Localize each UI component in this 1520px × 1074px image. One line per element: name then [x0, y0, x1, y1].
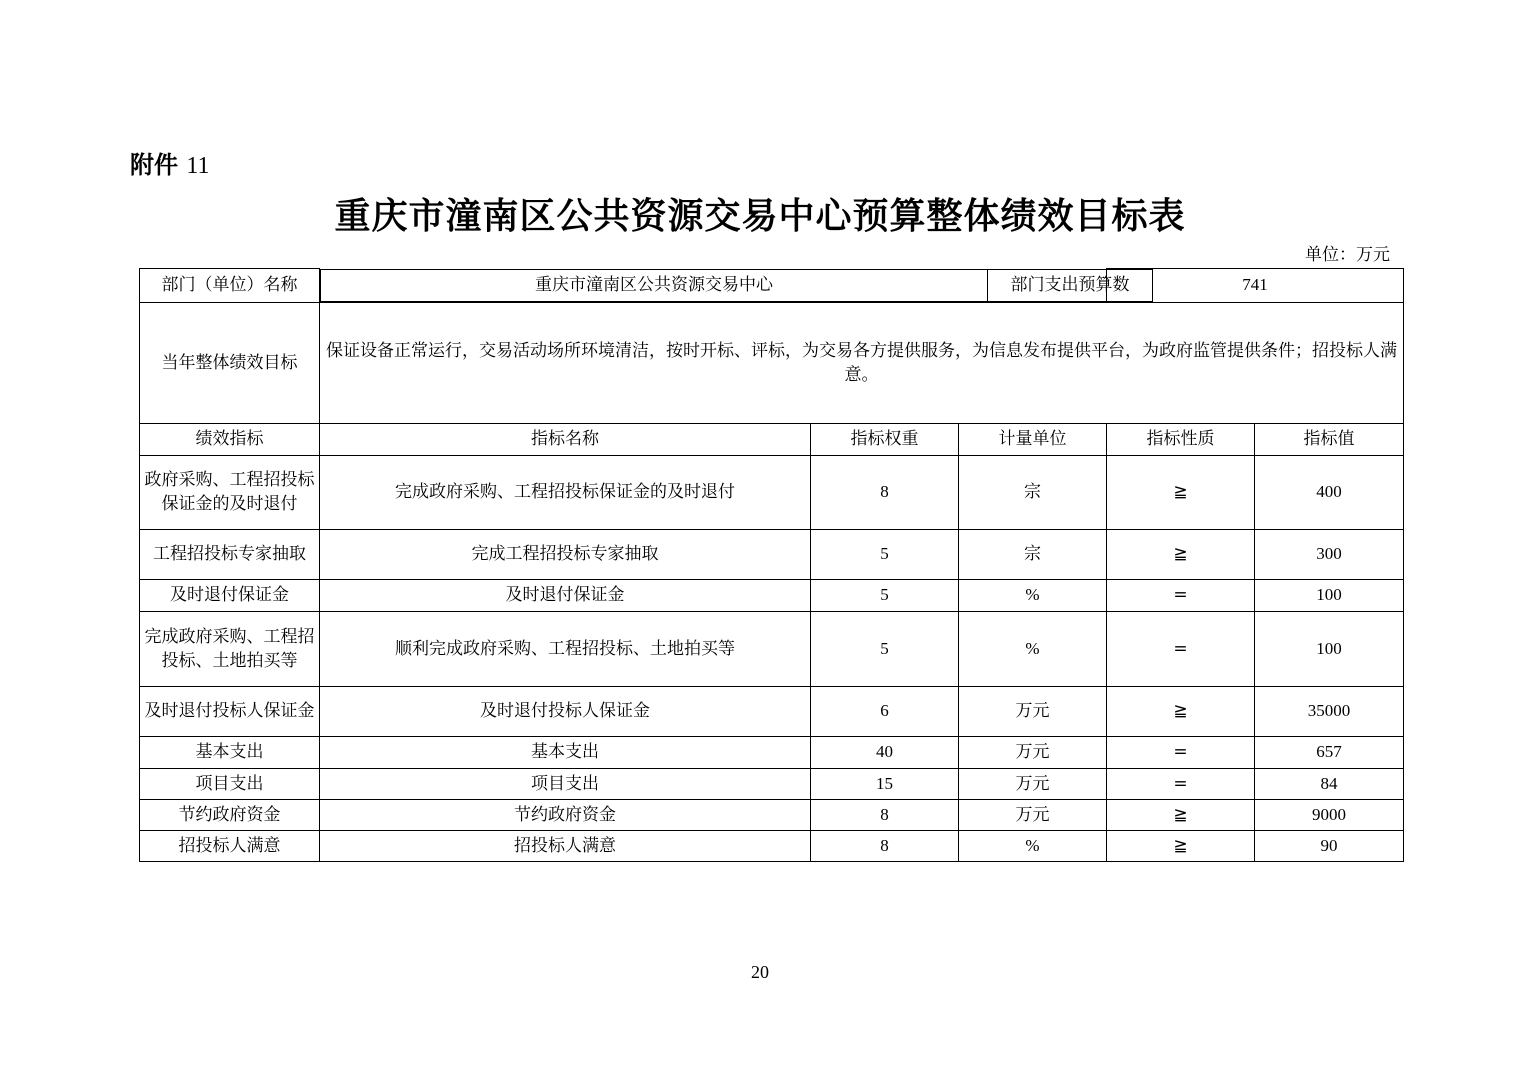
row-nature: = — [1107, 768, 1255, 799]
header-value: 指标值 — [1255, 423, 1404, 455]
table-row — [140, 736, 1404, 768]
row-value: 300 — [1255, 529, 1404, 579]
table-row — [140, 455, 1404, 529]
row-unit: 万元 — [959, 799, 1107, 830]
page-title: 重庆市潼南区公共资源交易中心预算整体绩效目标表 — [334, 196, 1186, 237]
row-unit: 宗 — [959, 455, 1107, 529]
row-name: 节约政府资金 — [320, 799, 811, 830]
table-row — [140, 686, 1404, 736]
dept-label: 部门（单位）名称 — [140, 269, 320, 303]
row-name: 完成政府采购、工程招投标保证金的及时退付 — [320, 455, 811, 529]
row-weight: 6 — [811, 686, 959, 736]
row-indicator: 工程招投标专家抽取 — [140, 529, 320, 579]
row-indicator: 基本支出 — [140, 736, 320, 768]
table-header-row — [140, 423, 1404, 455]
row-value: 657 — [1255, 736, 1404, 768]
header-name: 指标名称 — [320, 423, 811, 455]
unit-note: 单位：万元 — [1305, 245, 1390, 265]
row-unit: % — [959, 611, 1107, 686]
row-value: 84 — [1255, 768, 1404, 799]
row-indicator: 节约政府资金 — [140, 799, 320, 830]
row-nature: ≧ — [1107, 686, 1255, 736]
row-name: 招投标人满意 — [320, 830, 811, 861]
row-weight: 5 — [811, 529, 959, 579]
row-indicator: 项目支出 — [140, 768, 320, 799]
table-row — [140, 830, 1404, 861]
header-nature: 指标性质 — [1107, 423, 1255, 455]
row-unit: 万元 — [959, 736, 1107, 768]
attachment-text: 附件 — [130, 151, 178, 179]
performance-table — [139, 268, 1404, 862]
row-name: 顺利完成政府采购、工程招投标、土地拍买等 — [320, 611, 811, 686]
dept-subtable — [320, 269, 1153, 302]
row-nature: ≧ — [1107, 799, 1255, 830]
row-indicator: 及时退付投标人保证金 — [140, 686, 320, 736]
table-row — [140, 529, 1404, 579]
budget-label: 部门支出预算数 — [988, 269, 1153, 301]
header-indicator: 绩效指标 — [140, 423, 320, 455]
row-value: 400 — [1255, 455, 1404, 529]
row-indicator: 及时退付保证金 — [140, 579, 320, 611]
row-indicator: 完成政府采购、工程招投标、土地拍买等 — [140, 611, 320, 686]
row-value: 90 — [1255, 830, 1404, 861]
goal-label: 当年整体绩效目标 — [140, 302, 320, 423]
row-nature: = — [1107, 611, 1255, 686]
attachment-number: 11 — [186, 153, 210, 179]
row-unit: 宗 — [959, 529, 1107, 579]
row-nature: ≧ — [1107, 830, 1255, 861]
row-value: 35000 — [1255, 686, 1404, 736]
row-weight: 5 — [811, 579, 959, 611]
row-weight: 40 — [811, 736, 959, 768]
page-number: 20 — [751, 962, 769, 982]
goal-text: 保证设备正常运行，交易活动场所环境清洁，按时开标、评标，为交易各方提供服务，为信息发布提供平台，为政府监管提供条件；招投标人满意。 — [320, 302, 1404, 423]
row-weight: 8 — [811, 455, 959, 529]
row-weight: 8 — [811, 799, 959, 830]
row-name: 完成工程招投标专家抽取 — [320, 529, 811, 579]
table-row — [140, 579, 1404, 611]
row-nature: ≧ — [1107, 455, 1255, 529]
table-row — [140, 768, 1404, 799]
row-weight: 15 — [811, 768, 959, 799]
row-name: 及时退付投标人保证金 — [320, 686, 811, 736]
row-indicator: 招投标人满意 — [140, 830, 320, 861]
row-weight: 8 — [811, 830, 959, 861]
row-value: 9000 — [1255, 799, 1404, 830]
row-nature: ≧ — [1107, 529, 1255, 579]
row-unit: 万元 — [959, 686, 1107, 736]
row-unit: % — [959, 830, 1107, 861]
table-row — [140, 611, 1404, 686]
row-indicator: 政府采购、工程招投标保证金的及时退付 — [140, 455, 320, 529]
row-weight: 5 — [811, 611, 959, 686]
row-name: 基本支出 — [320, 736, 811, 768]
goal-row — [140, 302, 1404, 423]
header-weight: 指标权重 — [811, 423, 959, 455]
row-name: 及时退付保证金 — [320, 579, 811, 611]
row-nature: = — [1107, 736, 1255, 768]
table-row — [140, 799, 1404, 830]
row-unit: 万元 — [959, 768, 1107, 799]
attachment-label — [130, 145, 209, 180]
row-value: 100 — [1255, 579, 1404, 611]
dept-name: 重庆市潼南区公共资源交易中心 — [321, 269, 988, 301]
row-unit: % — [959, 579, 1107, 611]
row-name: 项目支出 — [320, 768, 811, 799]
row-value: 100 — [1255, 611, 1404, 686]
budget-value: 741 — [1107, 269, 1404, 303]
dept-row — [140, 269, 1404, 303]
row-nature: = — [1107, 579, 1255, 611]
header-unit: 计量单位 — [959, 423, 1107, 455]
